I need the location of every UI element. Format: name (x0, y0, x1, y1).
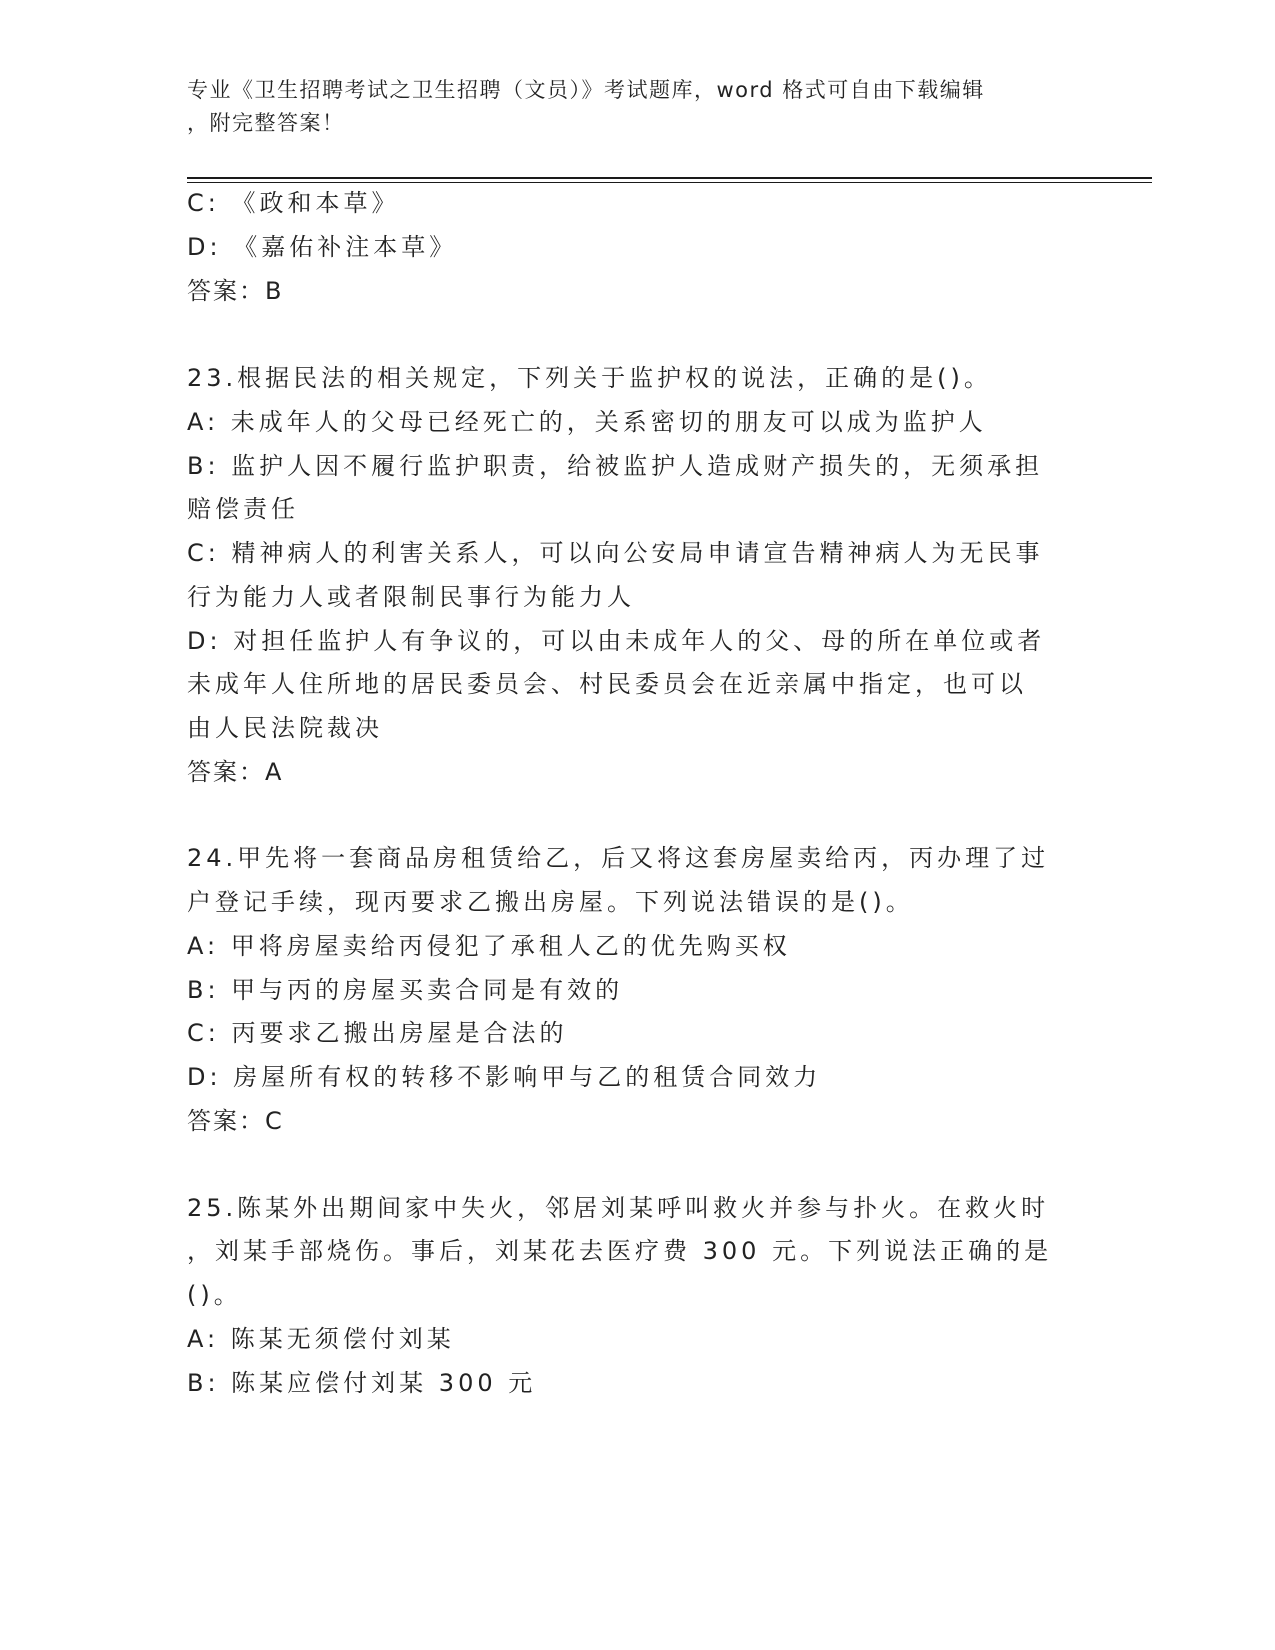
q22-option-c: C: 《政和本草》 (187, 189, 400, 217)
q25-stem-line3: ()。 (187, 1281, 242, 1309)
q23-option-d-line3: 由人民法院裁决 (187, 714, 383, 742)
q25-stem-line2: ，刘某手部烧伤。事后，刘某花去医疗费 300 元。下列说法正确的是 (187, 1237, 1053, 1265)
q25-option-b: B: 陈某应偿付刘某 300 元 (187, 1369, 537, 1397)
header-line-2: ，附完整答案！ (187, 111, 345, 135)
header-divider (187, 177, 1152, 179)
q23-answer: 答案：A (187, 758, 284, 786)
q22-option-d: D: 《嘉佑补注本草》 (187, 233, 458, 261)
q25-option-a: A: 陈某无须偿付刘某 (187, 1325, 455, 1353)
q24-option-a: A: 甲将房屋卖给丙侵犯了承租人乙的优先购买权 (187, 932, 791, 960)
q24-option-d: D: 房屋所有权的转移不影响甲与乙的租赁合同效力 (187, 1063, 822, 1091)
q25-stem-line1: 25.陈某外出期间家中失火，邻居刘某呼叫救火并参与扑火。在救火时 (187, 1194, 1050, 1222)
q23-option-b-line1: B: 监护人因不履行监护职责，给被监护人造成财产损失的，无须承担 (187, 452, 1044, 480)
q24-option-b: B: 甲与丙的房屋买卖合同是有效的 (187, 976, 624, 1004)
header-note (187, 74, 1087, 140)
header-line-1: 专业《卫生招聘考试之卫生招聘（文员）》考试题库，word 格式可自由下载编辑 (187, 78, 985, 102)
q23-stem: 23.根据民法的相关规定，下列关于监护权的说法，正确的是()。 (187, 364, 992, 392)
q23-option-c-line2: 行为能力人或者限制民事行为能力人 (187, 583, 635, 611)
q23-option-d-line2: 未成年人住所地的居民委员会、村民委员会在近亲属中指定，也可以 (187, 670, 1027, 698)
q24-stem-line2: 户登记手续，现丙要求乙搬出房屋。下列说法错误的是()。 (187, 888, 914, 916)
q24-answer: 答案：C (187, 1107, 284, 1135)
q22-answer: 答案：B (187, 277, 284, 305)
q23-option-b-line2: 赔偿责任 (187, 495, 299, 523)
q23-option-d-line1: D: 对担任监护人有争议的，可以由未成年人的父、母的所在单位或者 (187, 627, 1046, 655)
q23-option-c-line1: C: 精神病人的利害关系人，可以向公安局申请宣告精神病人为无民事 (187, 539, 1044, 567)
q24-option-c: C: 丙要求乙搬出房屋是合法的 (187, 1019, 568, 1047)
q24-stem-line1: 24.甲先将一套商品房租赁给乙，后又将这套房屋卖给丙，丙办理了过 (187, 844, 1050, 872)
q23-option-a: A: 未成年人的父母已经死亡的，关系密切的朋友可以成为监护人 (187, 408, 987, 436)
